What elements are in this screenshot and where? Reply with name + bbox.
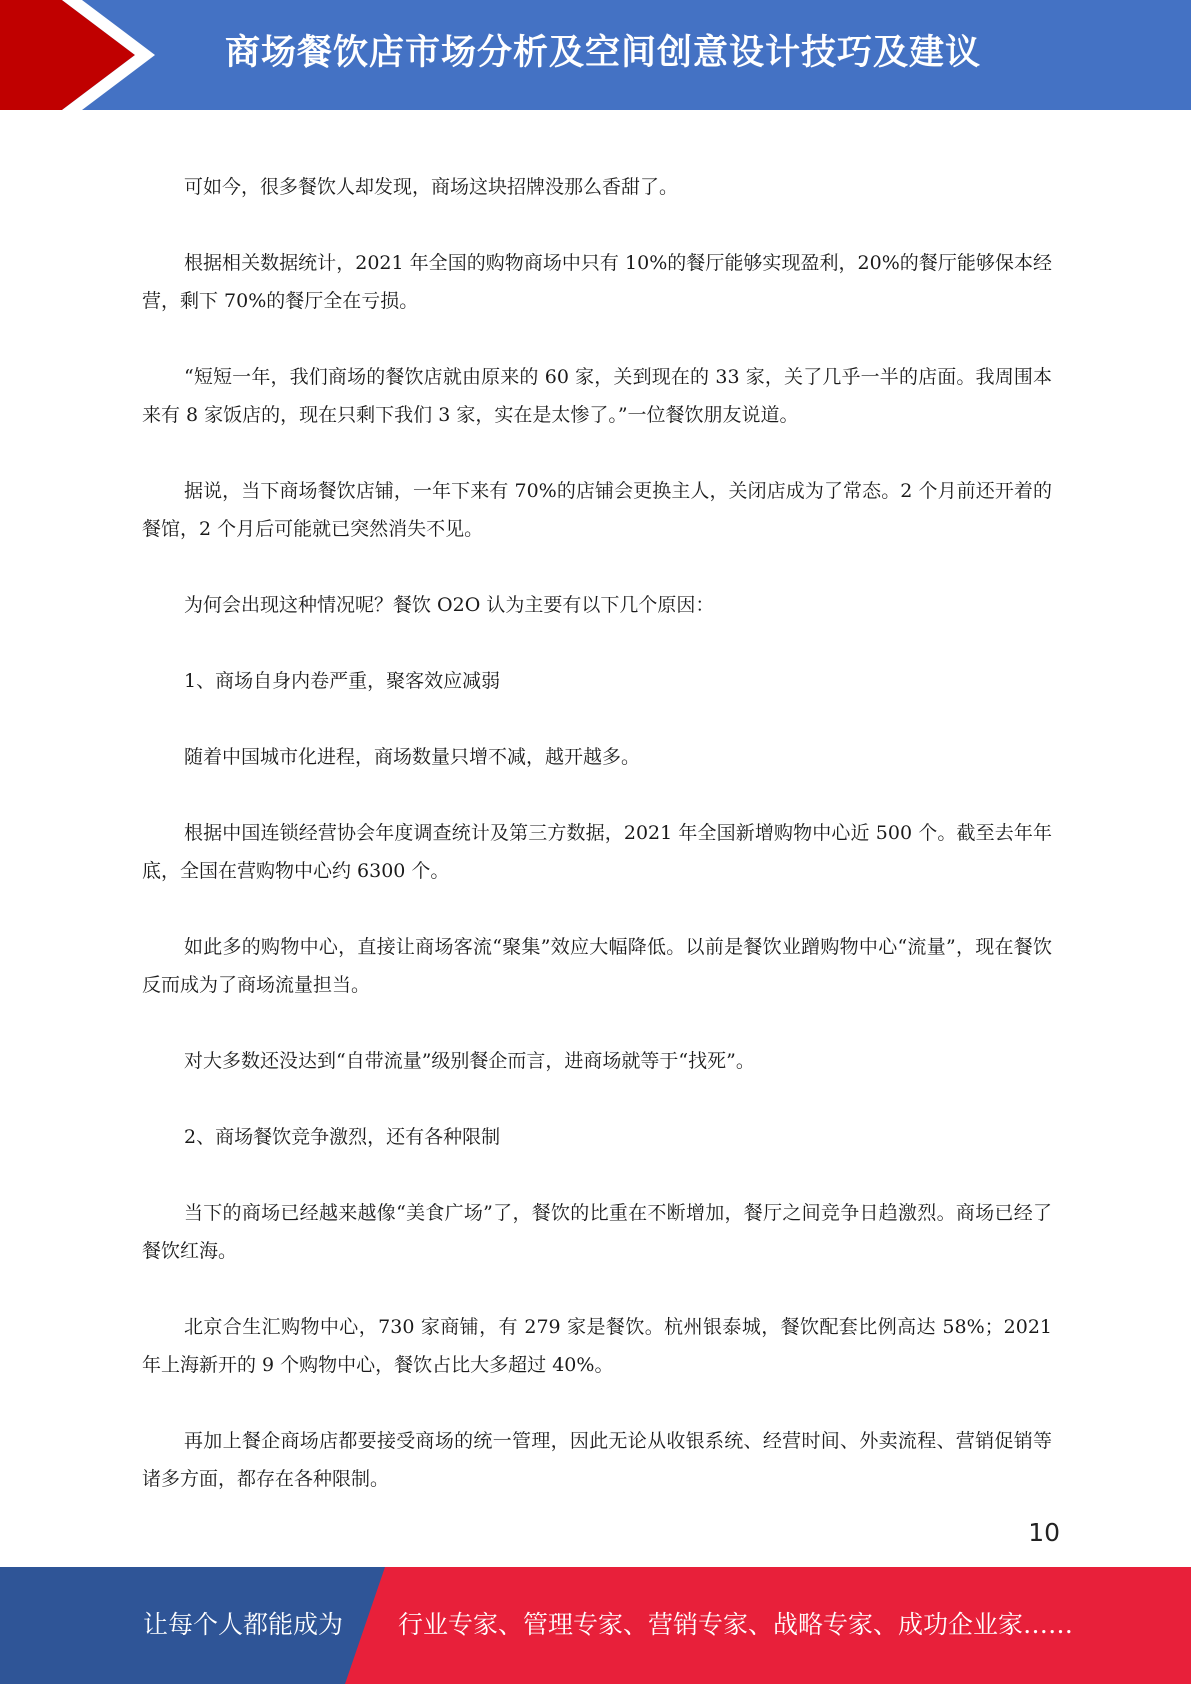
paragraph: 对大多数还没达到“自带流量”级别餐企而言，进商场就等于“找死”。: [184, 1050, 755, 1072]
document-title: 商场餐饮店市场分析及空间创意设计技巧及建议: [225, 33, 982, 73]
paragraph: 根据相关数据统计，2021 年全国的购物商场中只有 10%的餐厅能够实现盈利，20%的餐厅能够保本经营，剩下 70%的餐厅全在亏损。: [142, 252, 1052, 312]
paragraph: 据说，当下商场餐饮店铺，一年下来有 70%的店铺会更换主人，关闭店成为了常态。2 个月前还开着的餐馆，2 个月后可能就已突然消失不见。: [142, 480, 1052, 540]
page-number: 10: [1028, 1518, 1060, 1547]
paragraph: 当下的商场已经越来越像“美食广场”了，餐饮的比重在不断增加，餐厅之间竞争日趋激烈。商场已经了餐饮红海。: [142, 1202, 1052, 1262]
paragraph: 根据中国连锁经营协会年度调查统计及第三方数据，2021 年全国新增购物中心近 500 个。截至去年年底，全国在营购物中心约 6300 个。: [142, 822, 1052, 882]
paragraph: 可如今，很多餐饮人却发现，商场这块招牌没那么香甜了。: [184, 176, 679, 198]
footer-slogan: 让每个人都能成为: [143, 1610, 344, 1639]
paragraph: “短短一年，我们商场的餐饮店就由原来的 60 家，关到现在的 33 家，关了几乎一半的店面。我周围本来有 8 家饭店的，现在只剩下我们 3 家，实在是太惨了。”一位餐饮朋友说道。: [142, 366, 1052, 426]
footer-band: [0, 1567, 1191, 1684]
paragraph: 随着中国城市化进程，商场数量只增不减，越开越多。: [184, 746, 641, 768]
section-heading: 1、商场自身内卷严重，聚客效应减弱: [184, 670, 501, 692]
paragraph: 如此多的购物中心，直接让商场客流“聚集”效应大幅降低。以前是餐饮业蹭购物中心“流量”，现在餐饮反而成为了商场流量担当。: [142, 936, 1052, 996]
paragraph: 北京合生汇购物中心，730 家商铺，有 279 家是餐饮。杭州银泰城，餐饮配套比例高达 58%；2021 年上海新开的 9 个购物中心，餐饮占比大多超过 40%。: [142, 1316, 1052, 1376]
footer-expert-list: 行业专家、管理专家、营销专家、战略专家、成功企业家……: [398, 1610, 1074, 1639]
section-heading: 2、商场餐饮竞争激烈，还有各种限制: [184, 1126, 501, 1148]
header-band: [0, 0, 1191, 110]
document-body: [142, 168, 1052, 1536]
paragraph: 为何会出现这种情况呢？餐饮 O2O 认为主要有以下几个原因：: [184, 594, 715, 616]
paragraph: 再加上餐企商场店都要接受商场的统一管理，因此无论从收银系统、经营时间、外卖流程、营销促销等诸多方面，都存在各种限制。: [142, 1430, 1052, 1490]
